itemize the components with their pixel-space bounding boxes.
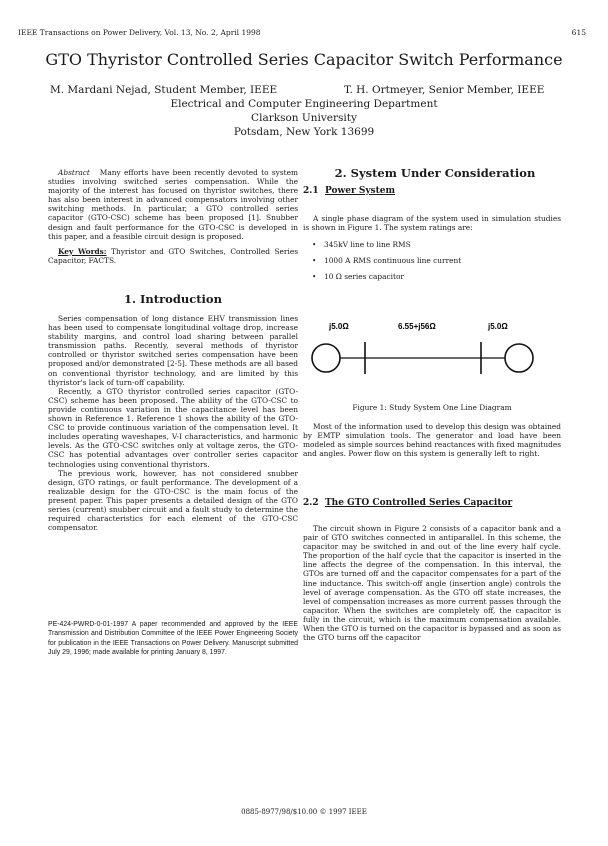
gto-csc-paragraph-text: The circuit shown in Figure 2 consists of a capacitor bank and a pair of GTO switches connected in antiparallel. In this scheme, the capacitor may be switched in and out of the line every half cycle. The proportion of the half cycle that the capacitor is inserted in the line affects the degree of the compensation. In this interval, the GTOs are turned off and the capacitor compensates for a part of the line inductance. This switch-off angle (insertion angle) controls the level of average compensation. As the GTO off state increases, the level of compensation increases as more current passes through the capacitor. When the switches are completely off, the capacitor is fully in the circuit, which is the maximum compensation available. When the GTO is turned on the capacitor is bypassed and as soon as the GTO turns off the capacitor bbox=[303, 524, 561, 643]
gto-csc-paragraph bbox=[303, 524, 561, 642]
affiliation-city: Potsdam, New York 13699 bbox=[233, 126, 375, 138]
keywords-text: Thyristor and GTO Switches, Controlled Series Capacitor, FACTS. bbox=[48, 246, 298, 265]
subsection-2-2-heading bbox=[303, 498, 512, 508]
abstract-text: Many efforts have been recently devoted to system studies involving switched series compensation. While the majority of the interest has focused on thyristor switches, there has also been interest in advanced compensators involving other switching methods. In particular, a GTO controlled series capacitor (GTO-CSC) scheme has been proposed [1]. Snubber design and fault performance for the GTO-CSC is developed in this paper, and a feasible circuit design is proposed. bbox=[48, 168, 298, 241]
list-item: • 1000 A RMS continuous line current bbox=[312, 256, 552, 265]
list-item: • 10 Ω series capacitor bbox=[312, 272, 552, 281]
section2-heading: 2. System Under Consideration bbox=[334, 166, 536, 180]
left-impedance-label: j5.0Ω bbox=[329, 322, 349, 331]
simulation-paragraph bbox=[303, 422, 561, 458]
journal-header: IEEE Transactions on Power Delivery, Vol. 13, No. 2, April 1998 bbox=[18, 28, 261, 37]
author-second: T. H. Ortmeyer, Senior Member, IEEE bbox=[344, 84, 545, 96]
right-impedance-label: j5.0Ω bbox=[488, 322, 508, 331]
subsection-title: The GTO Controlled Series Capacitor bbox=[324, 498, 513, 508]
power-system-intro bbox=[303, 214, 561, 232]
system-ratings-list bbox=[312, 240, 552, 288]
line-impedance-label: 6.55+j56Ω bbox=[398, 322, 436, 331]
section1-body bbox=[48, 314, 298, 532]
figure-1-caption: Figure 1: Study System One Line Diagram bbox=[352, 403, 512, 412]
power-system-intro-text: A single phase diagram of the system used in simulation studies is shown in Figure 1. The system ratings are: bbox=[303, 214, 561, 233]
subsection-number: 2.1 bbox=[303, 186, 319, 196]
author-first: M. Mardani Nejad, Student Member, IEEE bbox=[50, 84, 278, 96]
section1-paragraph: The previous work, however, has not considered snubber design, GTO ratings, or fault performance. The development of a realizable design for the GTO-CSC is the main focus of the present paper. This paper presents a detailed design of the GTO series (current) snubber circuit and a fault study to determine the required characteristics for each element of the GTO-CSC compensator. bbox=[48, 468, 298, 533]
abstract bbox=[48, 168, 298, 265]
simulation-paragraph-text: Most of the information used to develop this design was obtained by EMTP simulation tools. The generator and load have been modeled as simple sources behind reactances with fixed magnitudes and angles. Power flow on this system is generally left to right. bbox=[303, 422, 561, 459]
load-source bbox=[505, 344, 533, 372]
list-item: • 345kV line to line RMS bbox=[312, 240, 552, 249]
affiliation-department: Electrical and Computer Engineering Department bbox=[170, 98, 438, 110]
subsection-2-1-heading bbox=[303, 186, 395, 196]
section1-heading: 1. Introduction bbox=[124, 292, 222, 306]
subsection-title: Power System bbox=[324, 186, 396, 196]
section1-paragraph: Recently, a GTO thyristor controlled series capacitor (GTO-CSC) scheme has been proposed. The ability of the GTO-CSC to provide continuous variation in the capacitance level has been shown in Reference 1. Reference 1 shows the ability of the GTO-CSC to provide continuous variation of the compensation level. It includes operating waveshapes, V-I characteristics, and harmonic levels. As the GTO-CSC switches only at voltage zeros, the GTO-CSC has potential advantages over controller series capacitor technologies using conventional thyristors. bbox=[48, 386, 298, 469]
footnote: PE-424-PWRD-0-01-1997 A paper recommended and approved by the IEEE Transmission and Distribution Committee of the IEEE Power Engineering Society for publication in the IEEE Transactions on Power Delivery. Manuscript submitted July 29, 1996; made available for printing January 8, 1997. bbox=[48, 621, 298, 657]
copyright-footer: 0885-8977/98/$10.00 © 1997 IEEE bbox=[241, 808, 367, 816]
generator-source bbox=[312, 344, 340, 372]
keywords-label: Key Words: bbox=[58, 246, 107, 256]
section1-paragraph: Series compensation of long distance EHV transmission lines has been used to compensate longitudinal voltage drop, increase stability margins, and control load sharing between parallel transmission paths. Recently, several methods of thyristor controlled or thyristor switched series compensation have been proposed and/or demonstrated [2-5]. These methods are all based on conventional thyristor technology, and are limited by this thyristor's lack of turn-off capability. bbox=[48, 314, 298, 387]
figure-1-one-line-diagram bbox=[303, 310, 561, 410]
subsection-number: 2.2 bbox=[303, 498, 319, 508]
affiliation-university: Clarkson University bbox=[251, 112, 357, 124]
paper-title: GTO Thyristor Controlled Series Capacitor Switch Performance bbox=[45, 50, 563, 69]
abstract-label: Abstract bbox=[58, 168, 90, 177]
page-number: 615 bbox=[571, 28, 586, 37]
